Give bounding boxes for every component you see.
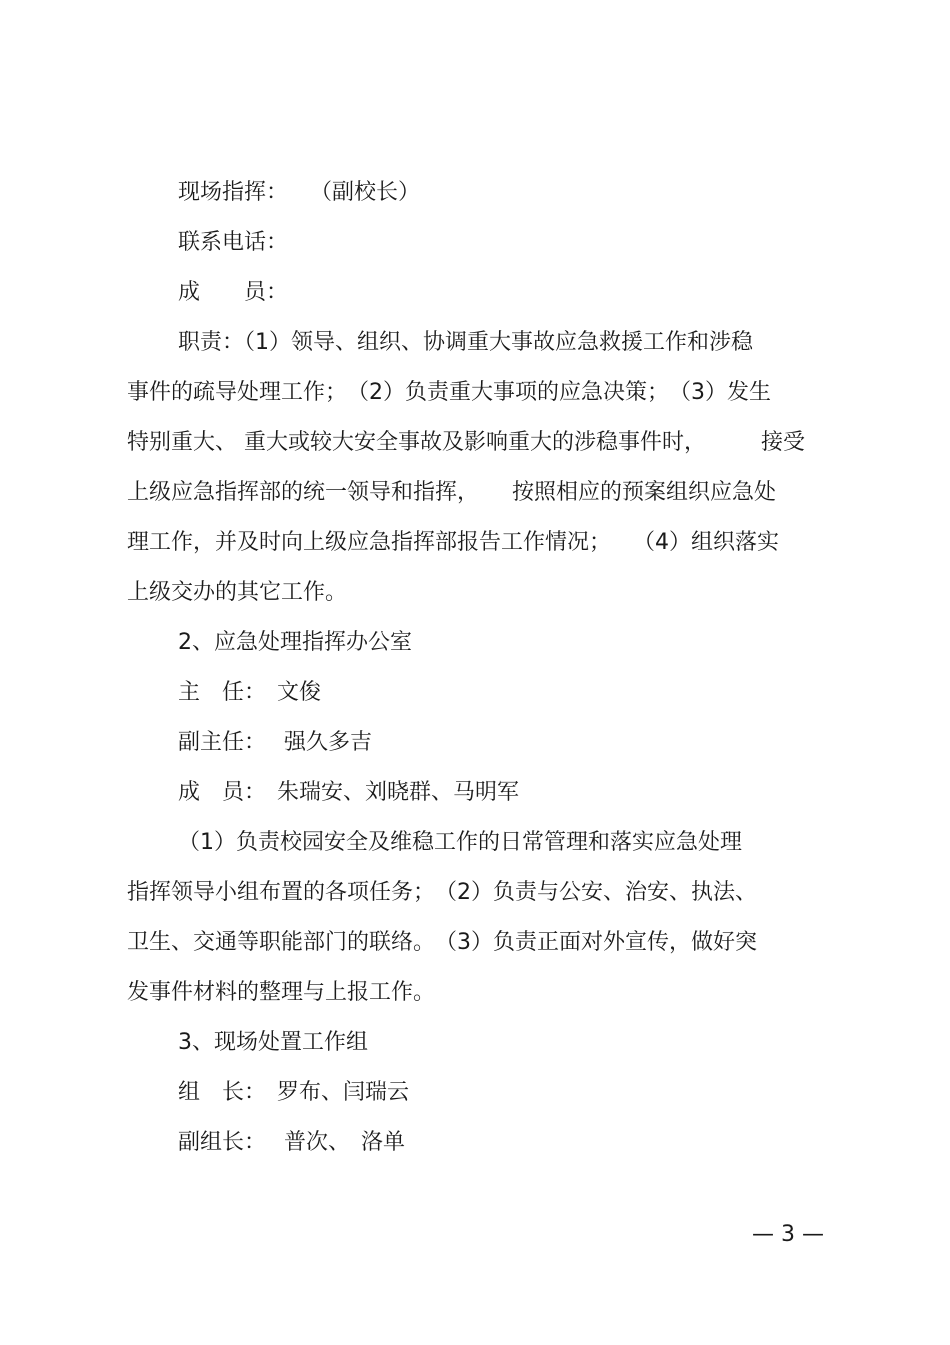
line-duties-1: 职责：（1）领导、组织、协调重大事故应急救援工作和涉稳: [178, 330, 753, 355]
line-duties-5: 理工作，并及时向上级应急指挥部报告工作情况； （4）组织落实: [127, 530, 779, 555]
page-number: — 3 —: [752, 1222, 824, 1247]
section-heading-field-group: 3、现场处置工作组: [178, 1030, 368, 1055]
line-office-duties-1: （1）负责校园安全及维稳工作的日常管理和落实应急处理: [178, 830, 742, 855]
line-group-leader: 组 长： 罗布、闫瑞云: [178, 1080, 410, 1105]
line-office-duties-2: 指挥领导小组布置的各项任务； （2）负责与公安、治安、执法、: [127, 880, 757, 905]
line-office-director: 主 任： 文俊: [178, 680, 322, 705]
line-group-deputy: 副组长： 普次、 洛单: [178, 1130, 405, 1155]
line-duties-3: 特别重大、 重大或较大安全事故及影响重大的涉稳事件时， 接受: [127, 430, 805, 455]
line-office-members: 成 员： 朱瑞安、刘晓群、马明军: [178, 780, 520, 805]
line-duties-6: 上级交办的其它工作。: [127, 580, 348, 605]
section-heading-office: 2、应急处理指挥办公室: [178, 630, 412, 655]
line-office-duties-3: 卫生、交通等职能部门的联络。 （3）负责正面对外宣传，做好突: [127, 930, 757, 955]
line-office-deputy: 副主任： 强久多吉: [178, 730, 372, 755]
line-duties-4: 上级应急指挥部的统一领导和指挥， 按照相应的预案组织应急处: [127, 480, 777, 505]
line-members: 成 员：: [178, 280, 289, 305]
line-field-commander: 现场指挥： （副校长）: [178, 180, 421, 205]
line-duties-2: 事件的疏导处理工作； （2）负责重大事项的应急决策； （3）发生: [127, 380, 771, 405]
line-office-duties-4: 发事件材料的整理与上报工作。: [127, 980, 436, 1005]
line-contact-phone: 联系电话：: [178, 230, 289, 255]
